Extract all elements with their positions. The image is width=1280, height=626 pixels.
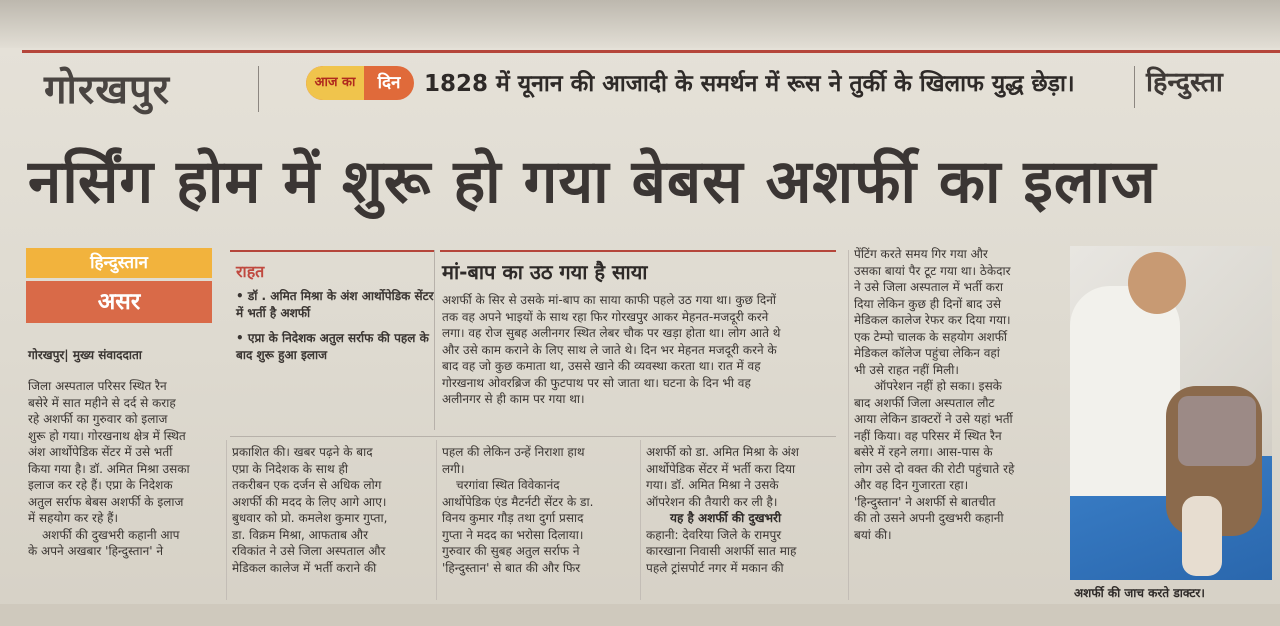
column-divider <box>226 440 227 600</box>
photo-patient-cloth <box>1178 396 1256 466</box>
text-line: अशर्फी के सिर से उसके मां-बाप का साया काफी पहले उठ गया था। कुछ दिनों <box>442 293 777 307</box>
text-line: एप्रा के निदेशक के साथ ही <box>232 461 348 476</box>
hindustan-asar-tag <box>26 248 212 324</box>
page-headline: नर्सिंग होम में शुरू हो गया बेबस अशर्फी का इलाज <box>28 147 1157 217</box>
column-divider <box>640 440 641 600</box>
column-1 <box>28 378 224 560</box>
text-line: रहे अशर्फी का गुरुवार को इलाज <box>28 412 168 426</box>
news-photo <box>1070 246 1272 580</box>
text-line: विनय कुमार गौड़ तथा दुर्गा प्रसाद <box>442 511 584 525</box>
relief-box <box>230 250 434 434</box>
text-line: आर्थोपेडिक एंड मैटर्नटी सेंटर के डा. <box>442 494 594 509</box>
text-line: शुरू हो गया। गोरखनाथ क्षेत्र में स्थित <box>28 428 186 443</box>
photo-patient-leg <box>1182 496 1222 576</box>
text-line: प्रकाशित की। खबर पढ़ने के बाद <box>232 445 373 459</box>
text-line: लोग उसे दो वक्त की रोटी पहुंचाते रहे <box>854 461 1015 476</box>
city-name: गोरखपुर <box>44 67 171 113</box>
text-line: गुरुवार की सुबह अतुल सर्राफ ने <box>442 544 580 558</box>
text-line: गुप्ता ने मदद का भरोसा दिलाया। <box>442 527 584 542</box>
story-subhead: यह है अशर्फी की दुखभरी <box>670 511 782 525</box>
column-divider <box>436 440 437 600</box>
text-line: मेडिकल कालेज रेफर कर दिया गया। <box>854 313 1011 327</box>
column-5 <box>854 246 1068 543</box>
text-line: बसेरे में सात महीने से दर्द से कराह <box>28 395 176 410</box>
text-line: तकरीबन एक दर्जन से अधिक लोग <box>232 478 382 492</box>
relief-title: राहत <box>236 262 265 281</box>
text-line: आया लेकिन डाक्टरों ने उसे यहां भर्ती <box>854 412 1013 426</box>
brand-divider <box>1134 66 1135 108</box>
text-line: 'हिन्दुस्तान' से बात की और फिर <box>442 560 581 575</box>
tag-top: हिन्दुस्तान <box>26 248 212 278</box>
text-line: लगी। <box>442 461 465 476</box>
text-line: रविकांत ने उसे जिला अस्पताल और <box>232 544 386 558</box>
box-divider <box>434 250 435 430</box>
text-line: अशर्फी को डा. अमित मिश्रा के अंश <box>646 445 799 459</box>
din-label: दिन <box>377 73 401 93</box>
top-shadow <box>0 0 1280 48</box>
text-line: अशर्फी की मदद के लिए आगे आए। <box>232 494 387 509</box>
text-line: ऑपरेशन की तैयारी कर ली है। <box>646 494 778 509</box>
text-line: जिला अस्पताल परिसर स्थित रैन <box>28 379 167 393</box>
text-line: कहानी: देवरिया जिले के रामपुर <box>646 527 782 542</box>
column-4 <box>646 444 842 576</box>
text-line: लगा। वह रोज सुबह अलीनगर स्थित लेबर चौक पर खड़ा होता था। लोग आते थे <box>442 326 781 340</box>
subhead-body <box>442 292 834 408</box>
text-line: पहले ट्रांसपोर्ट नगर में मकान की <box>646 560 784 575</box>
text-line: की तो उसने अपनी दुखभरी कहानी <box>854 511 1004 525</box>
today-in-history: 1828 में यूनान की आजादी के समर्थन में रूस ने तुर्की के खिलाफ युद्ध छेड़ा। <box>424 71 1075 97</box>
masthead-rule <box>22 50 1280 53</box>
text-line: मेडिकल कालेज में भर्ती कराने की <box>232 560 377 575</box>
text-line: अलीनगर से ही काम पर गया था। <box>442 392 585 406</box>
text-line: किया गया है। डॉ. अमित मिश्रा उसका <box>28 461 190 476</box>
text-line: अतुल सर्राफ बेबस अशर्फी के इलाज <box>28 494 184 509</box>
text-line: इलाज कर रहे हैं। एप्रा के निदेशक <box>28 478 173 492</box>
photo-caption: अशर्फी की जाच करते डाक्टर। <box>1074 586 1205 600</box>
aaj-ka-din-badge <box>306 66 414 100</box>
byline: गोरखपुर| मुख्य संवाददाता <box>28 348 142 362</box>
text-line: डा. विक्रम मिश्रा, आफताब और <box>232 527 368 542</box>
relief-item: • डॉ . अमित मिश्रा के अंश आर्थोपेडिक सेंटर में भर्ती है अशर्फी <box>236 289 434 320</box>
newspaper-brand: हिन्दुस्ता <box>1146 67 1223 98</box>
text-line: चरगांवा स्थित विवेकानंद <box>456 478 560 492</box>
text-line: ने उसे जिला अस्पताल में भर्ती करा <box>854 280 1004 294</box>
text-line: बाद वह जो कुछ कमाता था, उससे खाने की व्यवस्था करता था। रात में वह <box>442 359 761 373</box>
text-line: बाद अशर्फी जिला अस्पताल लौट <box>854 395 995 410</box>
text-line: भी उसे राहत नहीं मिली। <box>854 362 959 377</box>
relief-item: • एप्रा के निदेशक अतुल सर्राफ की पहल के बाद शुरू हुआ इलाज <box>236 331 429 362</box>
text-line: बयां की। <box>854 527 892 542</box>
text-line: आर्थोपेडिक सेंटर में भर्ती करा दिया <box>646 461 796 476</box>
text-line: गोरखनाथ ओवरब्रिज की फुटपाथ पर सो जाता था। घटना के दिन भी वह <box>442 375 751 390</box>
column-2 <box>232 444 432 576</box>
tag-bottom: असर <box>26 281 212 323</box>
text-line: के अपने अखबार 'हिन्दुस्तान' ने <box>28 544 164 558</box>
bottom-strip <box>0 604 1280 626</box>
text-line: और वह दिन गुजारता रहा। <box>854 478 969 492</box>
text-line: नहीं किया। वह परिसर में स्थित रैन <box>854 428 1002 443</box>
text-line: बसेरे में रहने लगा। आस-पास के <box>854 445 993 459</box>
text-line: एक टेम्पो चालक के सहयोग अशर्फी <box>854 329 1008 344</box>
text-line: बुधवार को प्रो. कमलेश कुमार गुप्ता, <box>232 511 388 525</box>
text-line: 'हिन्दुस्तान' ने अशर्फी से बातचीत <box>854 494 996 509</box>
text-line: में सहयोग कर रहे हैं। <box>28 511 119 525</box>
text-line: अशर्फी की दुखभरी कहानी आप <box>42 527 180 542</box>
photo-doctor <box>1070 286 1180 496</box>
text-line: ऑपरेशन नहीं हो सका। इसके <box>874 379 1002 393</box>
text-line: दिया लेकिन कुछ ही दिनों बाद उसे <box>854 296 1001 311</box>
text-line: पहल की लेकिन उन्हें निराशा हाथ <box>442 445 585 459</box>
masthead-divider <box>258 66 259 112</box>
photo-doctor-head <box>1128 252 1186 314</box>
text-line: तक वह अपने भाइयों के साथ रहा फिर गोरखपुर आकर मेहनत-मजदूरी करने <box>442 309 769 324</box>
section-rule <box>230 436 836 437</box>
subhead-box <box>440 250 836 291</box>
aaj-ka-label: आज का <box>306 66 364 100</box>
text-line: गया। डॉ. अमित मिश्रा ने उसके <box>646 478 779 492</box>
text-line: अंश आर्थोपेडिक सेंटर में उसे भर्ती <box>28 445 173 459</box>
text-line: मेडिकल कॉलेज पहुंचा लेकिन वहां <box>854 346 1000 360</box>
column-3 <box>442 444 638 576</box>
column-divider <box>848 250 849 600</box>
text-line: कारखाना निवासी अशर्फी सात माह <box>646 544 797 558</box>
subhead-title: मां-बाप का उठ गया है साया <box>442 260 648 284</box>
text-line: पेंटिंग करते समय गिर गया और <box>854 247 988 261</box>
text-line: और उसे काम कराने के लिए साथ ले जाते थे। दिन भर मेहनत मजदूरी करने के <box>442 342 777 357</box>
text-line: उसका बायां पैर टूट गया था। ठेकेदार <box>854 263 1011 278</box>
